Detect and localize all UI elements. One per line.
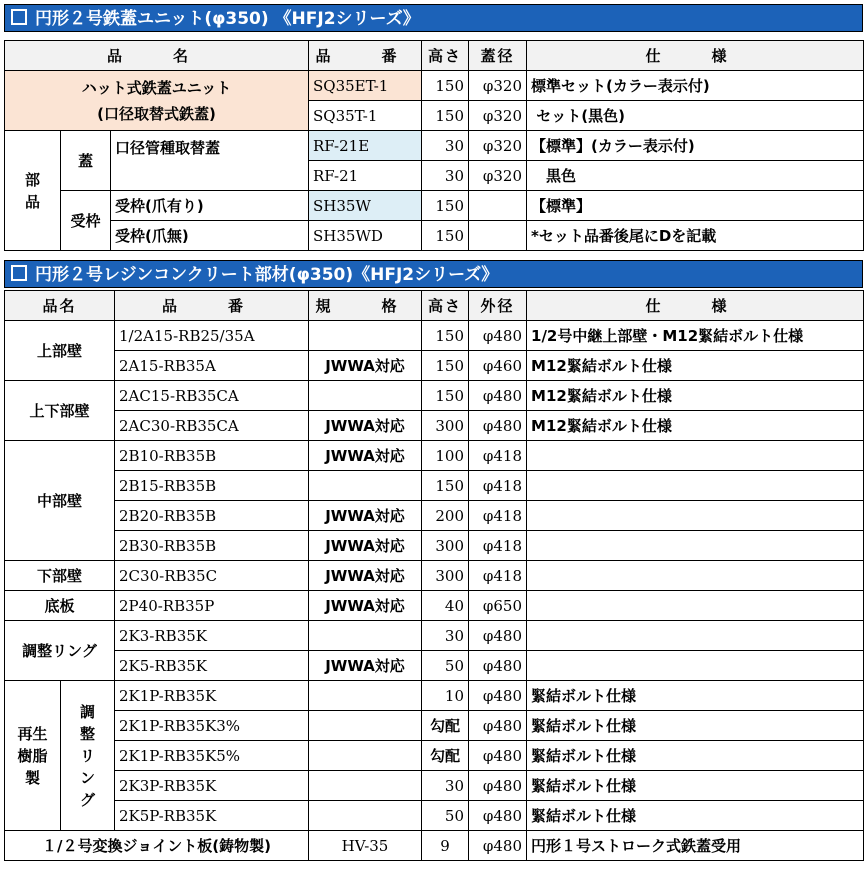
table-row <box>5 591 864 621</box>
recycled-sublabel: 調整リング <box>61 681 115 831</box>
standard-value: JWWA対応 <box>309 441 422 471</box>
product-code: 2K1P-RB35K3% <box>115 711 309 741</box>
product-code: 2K3P-RB35K <box>115 771 309 801</box>
table-row <box>5 681 864 711</box>
height-value: 150 <box>422 351 469 381</box>
outer-value: φ480 <box>469 621 527 651</box>
standard-value <box>309 711 422 741</box>
table-row <box>5 441 864 471</box>
parts-group-label: 部品 <box>5 131 61 251</box>
table-row <box>5 621 864 651</box>
product-code: 2C30-RB35C <box>115 561 309 591</box>
spec-text: *セット品番後尾にDを記載 <box>527 221 864 251</box>
outer-value: φ480 <box>469 651 527 681</box>
product-code: 1/2A15-RB25/35A <box>115 321 309 351</box>
diameter-value: φ320 <box>469 71 527 101</box>
spec-text: 1/2号中継上部壁・M12緊結ボルト仕様 <box>527 321 864 351</box>
spec-text: M12緊結ボルト仕様 <box>527 411 864 441</box>
spec-text <box>527 561 864 591</box>
table-row <box>5 561 864 591</box>
recycled-label: 再生樹脂製 <box>5 681 61 831</box>
height-value: 30 <box>422 161 469 191</box>
product-code: 2B30-RB35B <box>115 531 309 561</box>
height-value: 150 <box>422 221 469 251</box>
spec-text: M12緊結ボルト仕様 <box>527 351 864 381</box>
height-value: 40 <box>422 591 469 621</box>
diameter-value <box>469 221 527 251</box>
header-diameter: 蓋径 <box>469 41 527 71</box>
outer-value: φ650 <box>469 591 527 621</box>
product-code: SH35WD <box>309 221 422 251</box>
spec-text: 緊結ボルト仕様 <box>527 801 864 831</box>
height-value: 300 <box>422 561 469 591</box>
height-value: 50 <box>422 651 469 681</box>
diameter-value: φ320 <box>469 161 527 191</box>
height-value: 9 <box>422 831 469 861</box>
height-value: 150 <box>422 101 469 131</box>
product-code: 2K5P-RB35K <box>115 801 309 831</box>
height-value: 300 <box>422 411 469 441</box>
spec-text: セット(黒色) <box>527 101 864 131</box>
group-name: 上下部壁 <box>5 381 115 441</box>
product-code: 2K5-RB35K <box>115 651 309 681</box>
standard-value <box>309 471 422 501</box>
standard-value: JWWA対応 <box>309 531 422 561</box>
product-code: SQ35ET-1 <box>309 71 422 101</box>
unit-name-cell <box>5 71 309 131</box>
checkbox-square-icon <box>11 265 27 281</box>
frame-label: 受枠 <box>61 191 111 251</box>
checkbox-square-icon <box>11 9 27 25</box>
joint-name: １/２号変換ジョイント板(鋳物製) <box>5 831 309 861</box>
spec-text <box>527 471 864 501</box>
outer-value: φ418 <box>469 561 527 591</box>
lid-name: 口径管種取替蓋 <box>111 131 309 191</box>
section2-title-bar <box>4 260 863 288</box>
table-row <box>5 711 864 741</box>
height-value: 150 <box>422 321 469 351</box>
joint-row <box>5 831 864 861</box>
spec-text: 【標準】 <box>527 191 864 221</box>
header-spec: 仕 様 <box>527 291 864 321</box>
section2-header-row <box>5 291 864 321</box>
diameter-value: φ320 <box>469 131 527 161</box>
product-code: 2B20-RB35B <box>115 501 309 531</box>
table-row <box>5 531 864 561</box>
section1-table <box>4 40 864 251</box>
height-value: 30 <box>422 771 469 801</box>
product-code: SH35W <box>309 191 422 221</box>
height-value: 300 <box>422 531 469 561</box>
height-value: 150 <box>422 471 469 501</box>
standard-value <box>309 381 422 411</box>
product-code: RF-21E <box>309 131 422 161</box>
standard-value: JWWA対応 <box>309 561 422 591</box>
frame-name: 受枠(爪無) <box>111 221 309 251</box>
standard-value <box>309 771 422 801</box>
product-code: 2B15-RB35B <box>115 471 309 501</box>
table-row <box>5 321 864 351</box>
height-value: 50 <box>422 801 469 831</box>
standard-value: JWWA対応 <box>309 501 422 531</box>
header-name: 品名 <box>5 291 115 321</box>
spec-text <box>527 531 864 561</box>
spec-text: 標準セット(カラー表示付) <box>527 71 864 101</box>
header-height: 高さ <box>422 41 469 71</box>
unit-name-line2: (口径取替式鉄蓋) <box>97 104 216 123</box>
standard-value <box>309 681 422 711</box>
outer-value: φ480 <box>469 411 527 441</box>
group-name: 調整リング <box>5 621 115 681</box>
table-row <box>5 471 864 501</box>
standard-value: HV-35 <box>309 831 422 861</box>
product-code: 2P40-RB35P <box>115 591 309 621</box>
height-value: 勾配 <box>422 741 469 771</box>
outer-value: φ480 <box>469 711 527 741</box>
standard-value: JWWA対応 <box>309 351 422 381</box>
outer-value: φ460 <box>469 351 527 381</box>
outer-value: φ480 <box>469 741 527 771</box>
table-row <box>5 191 864 221</box>
table-row <box>5 651 864 681</box>
header-standard: 規 格 <box>309 291 422 321</box>
spec-text: 緊結ボルト仕様 <box>527 771 864 801</box>
spec-text <box>527 441 864 471</box>
height-value: 150 <box>422 71 469 101</box>
table-row <box>5 381 864 411</box>
outer-value: φ480 <box>469 681 527 711</box>
table-row <box>5 351 864 381</box>
spec-text: 円形１号ストローク式鉄蓋受用 <box>527 831 864 861</box>
height-value: 150 <box>422 381 469 411</box>
group-name: 上部壁 <box>5 321 115 381</box>
table-row <box>5 411 864 441</box>
standard-value <box>309 321 422 351</box>
section2-title: 円形２号レジンコンクリート部材(φ350)《HFJ2シリーズ》 <box>35 265 499 285</box>
height-value: 100 <box>422 441 469 471</box>
spec-text: 黒色 <box>527 161 864 191</box>
diameter-value <box>469 191 527 221</box>
spec-text: 緊結ボルト仕様 <box>527 741 864 771</box>
section2-table <box>4 290 864 861</box>
header-outer: 外径 <box>469 291 527 321</box>
height-value: 200 <box>422 501 469 531</box>
height-value: 150 <box>422 191 469 221</box>
lid-label: 蓋 <box>61 131 111 191</box>
standard-value: JWWA対応 <box>309 651 422 681</box>
groups-body <box>5 321 864 681</box>
recycled-body <box>5 681 864 831</box>
table-row <box>5 771 864 801</box>
table-row <box>5 501 864 531</box>
outer-value: φ418 <box>469 531 527 561</box>
unit-name-line1: ハット式鉄蓋ユニット <box>81 78 232 97</box>
height-value: 10 <box>422 681 469 711</box>
height-value: 勾配 <box>422 711 469 741</box>
spec-text: 緊結ボルト仕様 <box>527 681 864 711</box>
table-row <box>5 131 864 161</box>
product-code: 2K1P-RB35K5% <box>115 741 309 771</box>
diameter-value: φ320 <box>469 101 527 131</box>
group-name: 下部壁 <box>5 561 115 591</box>
spec-text <box>527 651 864 681</box>
spec-text: 緊結ボルト仕様 <box>527 711 864 741</box>
outer-value: φ480 <box>469 381 527 411</box>
product-code: 2K1P-RB35K <box>115 681 309 711</box>
header-code: 品 番 <box>309 41 422 71</box>
header-code: 品 番 <box>115 291 309 321</box>
product-code: 2AC30-RB35CA <box>115 411 309 441</box>
height-value: 30 <box>422 131 469 161</box>
standard-value <box>309 801 422 831</box>
table-row <box>5 741 864 771</box>
spec-text <box>527 501 864 531</box>
header-name: 品 名 <box>5 41 309 71</box>
header-spec: 仕 様 <box>527 41 864 71</box>
product-code: RF-21 <box>309 161 422 191</box>
standard-value <box>309 621 422 651</box>
outer-value: φ418 <box>469 441 527 471</box>
header-height: 高さ <box>422 291 469 321</box>
spec-text <box>527 591 864 621</box>
outer-value: φ480 <box>469 321 527 351</box>
section1-header-row <box>5 41 864 71</box>
standard-value <box>309 741 422 771</box>
standard-value: JWWA対応 <box>309 591 422 621</box>
product-code: 2K3-RB35K <box>115 621 309 651</box>
product-code: 2A15-RB35A <box>115 351 309 381</box>
frame-name: 受枠(爪有り) <box>111 191 309 221</box>
spec-text: 【標準】(カラー表示付) <box>527 131 864 161</box>
outer-value: φ418 <box>469 501 527 531</box>
group-name: 底板 <box>5 591 115 621</box>
outer-value: φ480 <box>469 771 527 801</box>
group-name: 中部壁 <box>5 441 115 561</box>
outer-value: φ418 <box>469 471 527 501</box>
section1-title: 円形２号鉄蓋ユニット(φ350) 《HFJ2シリーズ》 <box>35 9 420 29</box>
product-code: SQ35T-1 <box>309 101 422 131</box>
table-row <box>5 71 864 101</box>
outer-value: φ480 <box>469 831 527 861</box>
standard-value: JWWA対応 <box>309 411 422 441</box>
spec-text: M12緊結ボルト仕様 <box>527 381 864 411</box>
table-row <box>5 801 864 831</box>
outer-value: φ480 <box>469 801 527 831</box>
table-row <box>5 221 864 251</box>
section1-title-bar <box>4 4 863 32</box>
spec-text <box>527 621 864 651</box>
product-code: 2B10-RB35B <box>115 441 309 471</box>
height-value: 30 <box>422 621 469 651</box>
product-code: 2AC15-RB35CA <box>115 381 309 411</box>
